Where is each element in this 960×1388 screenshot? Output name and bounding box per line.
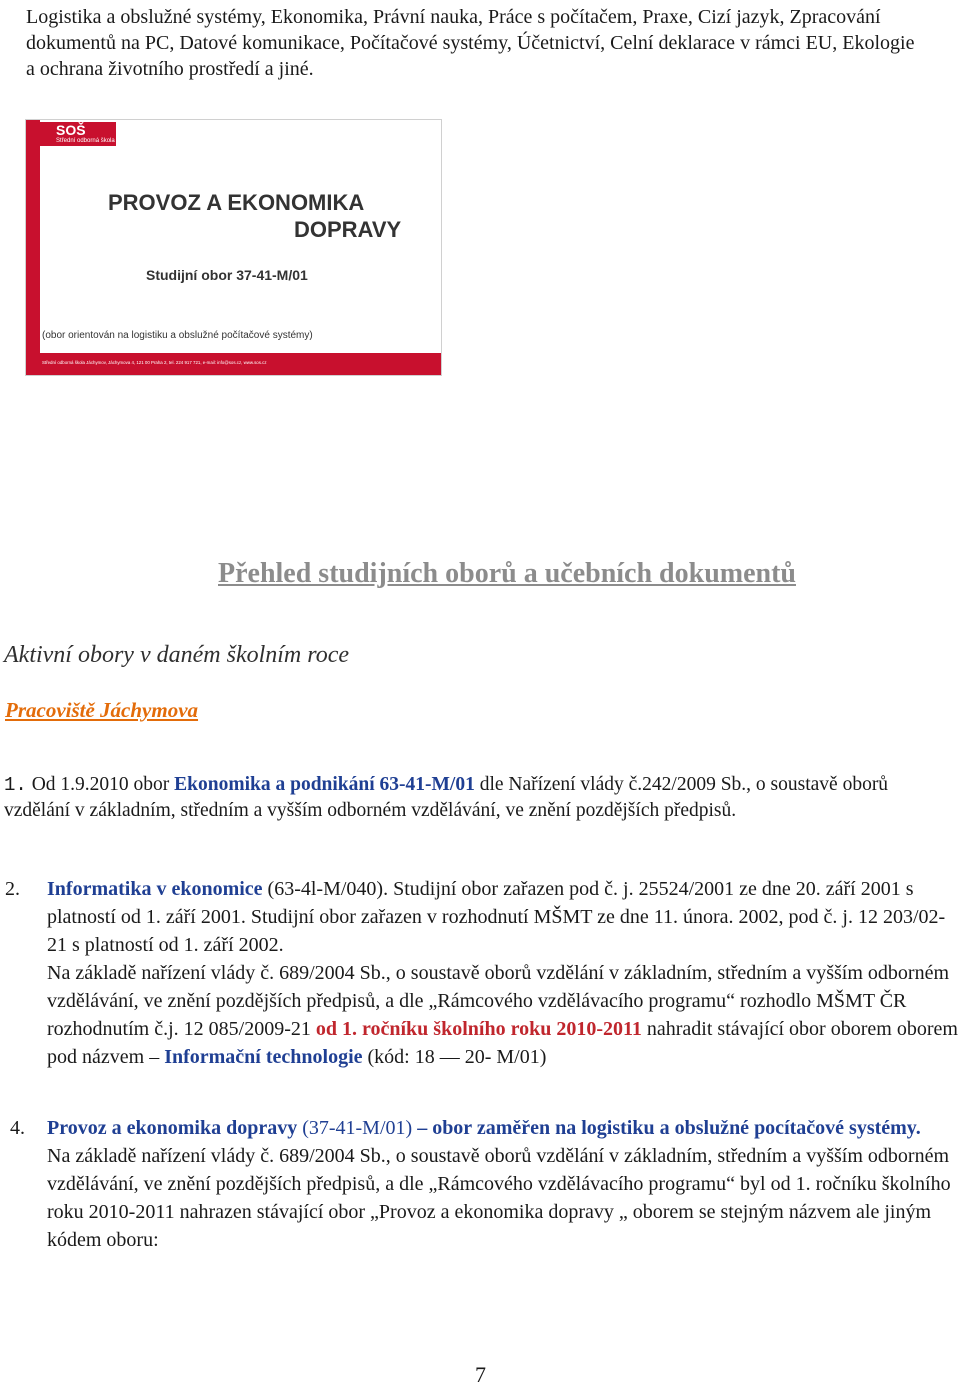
banner-red-stripe	[26, 120, 40, 375]
site-link[interactable]: Pracoviště Jáchymova	[5, 698, 199, 722]
item4-number: 4.	[10, 1117, 25, 1139]
item4-focus: – obor zaměřen na logistiku a obslužné pocítačové systémy.	[417, 1117, 921, 1139]
item2-red-text: od 1. ročníku školního roku 2010-2011	[315, 1018, 642, 1040]
item2-text4: (kód: 18 — 20- M/01)	[367, 1046, 547, 1068]
banner-title-line1: PROVOZ A EKONOMIKA	[108, 190, 365, 215]
item1-post: dle Nařízení vlády č.242/2009 Sb., o soustavě oborů vzdělání v základním, středním a vyšším odborném vzdělávání, ve znění pozdějších předpisů.	[4, 774, 889, 821]
item2-text1: (63-4l-M/040). Studijní obor zařazen pod č. j. 25524/2001 ze dne 20. září 2001 s platností od 1. září 2001. Studijní obor zařazen v rozhodnutí MŠMT ze dne 11. února. 2002, pod č. j. 12 203/02-21 s platností od 1. září 2002.	[47, 878, 946, 956]
item2-text2: Na základě nařízení vlády č. 689/2004 Sb., o soustavě oborů vzdělání v základním, středním a vyšším odborném vzdělávání, ve znění pozdějších předpisů, a dle „Rámcového vzdělávacího programu“ rozhodlo MŠMT ČR rozhodnutím č.j. 12 085/2009-21	[47, 962, 950, 1040]
banner-subtitle: Studijní obor 37-41-M/01	[146, 267, 308, 283]
page-title: Přehled studijních oborů a učebních dokumentů	[218, 558, 796, 589]
item4-program-name: Provoz a ekonomika dopravy	[47, 1117, 298, 1139]
item4-text1: Na základě nařízení vlády č. 689/2004 Sb., o soustavě oborů vzdělání v základním, středním a vyšším odborném vzdělávání, ve znění pozdějších předpisů, a dle „Rámcového vzdělávacího programu“ byl od 1. ročníku školního roku 2010-2011 nahrazen stávající obor „Provoz a ekonomika dopravy „ oborem se stejným názvem ale jiným kódem oboru:	[47, 1145, 951, 1251]
item2-new-program: Informační technologie	[164, 1046, 363, 1068]
item1-program-name: Ekonomika a podnikání 63-41-M/01	[174, 774, 475, 795]
banner-footer-text: Střední odborná škola Jáchymov, Jáchymova 4, 121 00 Praha 2, tel. 224 917 721, e-mail: info@sos.cz, www.sos.cz	[42, 360, 267, 365]
banner-footer-bar	[26, 353, 441, 375]
list-item-2	[5, 875, 960, 1071]
intro-paragraph: Logistika a obslužné systémy, Ekonomika, Právní nauka, Práce s počítačem, Praxe, Cizí jazyk, Zpracování dokumentů na PC, Datové komunikace, Počítačové systémy, Účetnictví, Celní deklarace v rámci EU, Ekologie a ochrana životního prostředí a jiné.	[26, 6, 915, 80]
list-item-4	[5, 1114, 960, 1254]
section-heading: Aktivní obory v daném školním roce	[4, 642, 350, 668]
banner-note: (obor orientován na logistiku a obslužné počítačové systémy)	[42, 330, 313, 341]
item2-number: 2.	[5, 878, 20, 900]
school-logo: SOŠ Střední odborná škola	[34, 122, 116, 146]
program-banner-image	[25, 119, 442, 376]
item2-text3: nahradit stávající obor oborem oborem pod názvem –	[47, 1018, 958, 1068]
item4-code: (37-41-M/01)	[302, 1117, 413, 1139]
list-item-1	[4, 772, 954, 823]
banner-title-line2: DOPRAVY	[294, 217, 402, 242]
page-number: 7	[475, 1362, 486, 1387]
item2-program-name: Informatika v ekonomice	[47, 878, 263, 900]
item1-pre: Od 1.9.2010 obor	[31, 774, 170, 795]
item1-number: 1.	[4, 774, 27, 796]
